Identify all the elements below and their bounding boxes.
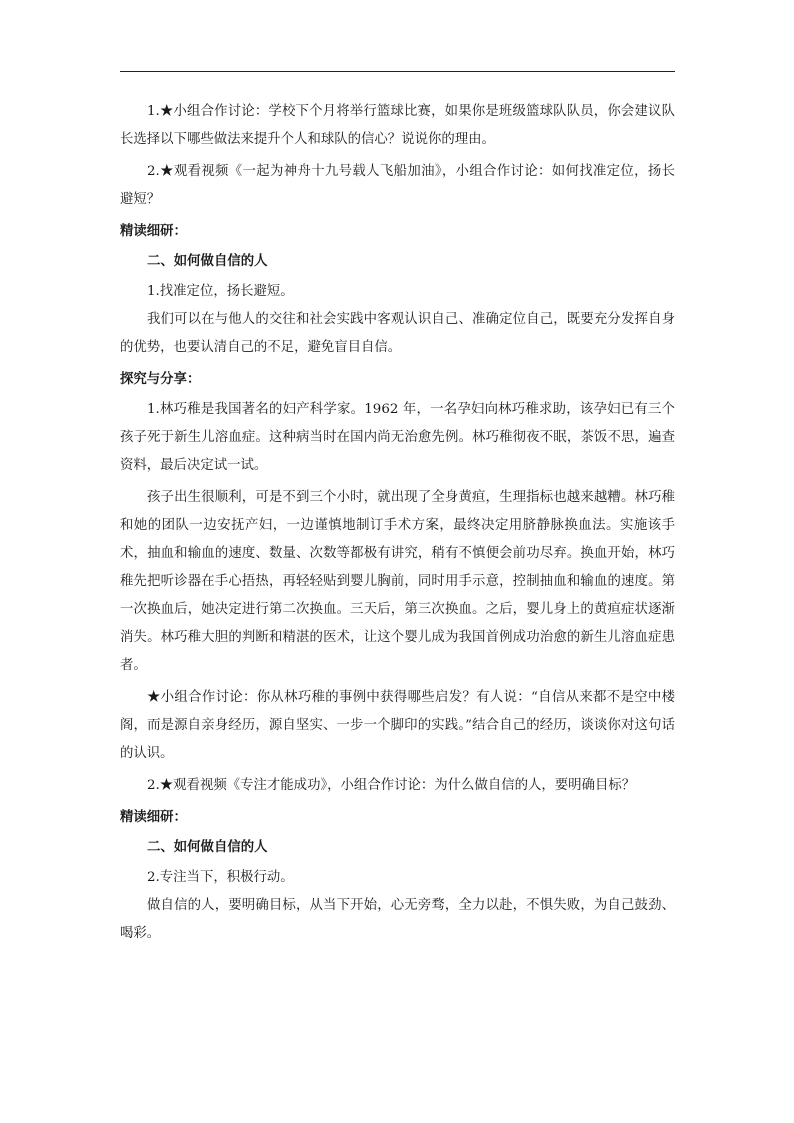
section-heading-explore: 探究与分享： bbox=[120, 372, 201, 387]
point-2: 2.专注当下，积极行动。 bbox=[147, 870, 294, 885]
explore-paragraph-1: 1.林巧稚是我国著名的妇产科学家。1962 年，一名孕妇向林巧稚求助，该孕妇已有三个孩子死于新生儿溶血症。这种病当时在国内尚无治愈先例。林巧稚彻夜不眠，茶饭不思，遍查资料，最后决定试一试。 bbox=[120, 402, 675, 473]
discussion-item-2: 2.★观看视频《一起为神舟十九号载人飞船加油》，小组合作讨论：如何找准定位，扬长避短？ bbox=[120, 164, 675, 207]
section-heading-reading: 精读细研： bbox=[120, 224, 187, 239]
sub-heading-confident: 二、如何做自信的人 bbox=[147, 254, 268, 269]
sub-heading-confident-2: 二、如何做自信的人 bbox=[147, 840, 268, 855]
explore-video: 2.★观看视频《专注才能成功》，小组合作讨论：为什么做自信的人，要明确目标？ bbox=[147, 778, 636, 793]
section-heading-reading-2: 精读细研： bbox=[120, 810, 187, 825]
explore-paragraph-2: 孩子出生很顺利，可是不到三个小时，就出现了全身黄疸，生理指标也越来越糟。林巧稚和她的团队一边安抚产妇，一边谨慎地制订手术方案，最终决定用脐静脉换血法。实施该手术，抽血和输血的速度、数量、次数等都极有讲究，稍有不慎便会前功尽弃。换血开始，林巧稚先把听诊器在手心捂热，再轻轻贴到婴儿胸前，同时用手示意，控制抽血和输血的速度。第一次换血后，她决定进行第二次换血。三天后，第三次换血。之后，婴儿身上的黄疸症状逐渐消失。林巧稚大胆的判断和精湛的医术，让这个婴儿成为我国首例成功治愈的新生儿溶血症患者。 bbox=[120, 490, 675, 673]
point-1: 1.找准定位，扬长避短。 bbox=[147, 284, 294, 299]
reading-body-2: 做自信的人，要明确目标，从当下开始，心无旁骛，全力以赴，不惧失败，为自己鼓劲、喝彩。 bbox=[120, 898, 675, 941]
page-content bbox=[120, 98, 675, 952]
reading-body-1: 我们可以在与他人的交往和社会实践中客观认识自己、准确定位自己，既要充分发挥自身的优势，也要认清自己的不足，避免盲目自信。 bbox=[120, 312, 675, 355]
explore-discussion: ★小组合作讨论：你从林巧稚的事例中获得哪些启发？有人说：“自信从来都不是空中楼阁，而是源自亲身经历，源自坚实、一步一个脚印的实践。”结合自己的经历，谈谈你对这句话的认识。 bbox=[120, 690, 675, 761]
header-rule bbox=[120, 71, 675, 72]
discussion-item-1: 1.★小组合作讨论：学校下个月将举行篮球比赛，如果你是班级篮球队队员，你会建议队长选择以下哪些做法来提升个人和球队的信心？说说你的理由。 bbox=[120, 104, 675, 147]
